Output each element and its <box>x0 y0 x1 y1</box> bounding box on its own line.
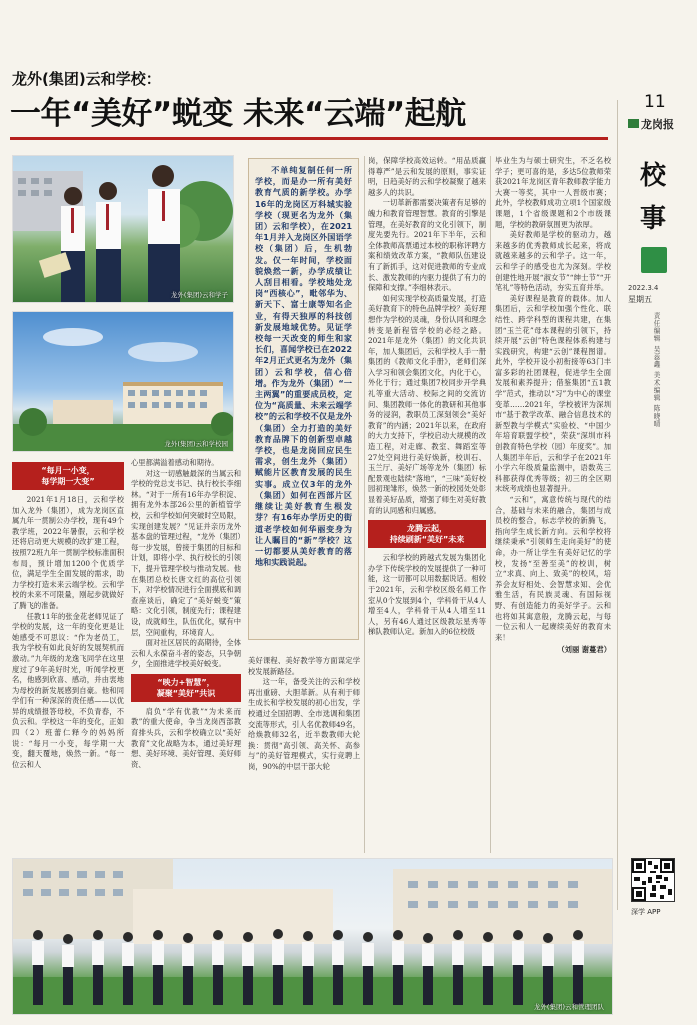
team-photo-caption: 龙外(集团)云和管理团队 <box>533 1003 604 1011</box>
paragraph: “云和”，寓意传统与现代的结合，基础与未来的融合，集团与成员校的整合，标志学校的新腾飞，指向学生成长新方向。云和学校将继续秉承“引领师生走向美好”的使命，办一所让学生有美好记忆的学校，发扬“至善至美”的校训，树立“求真、向上、致美”的校风，培养会友好相处、会智慧求知、会优雅生活，有民族灵魂、有国际视野、有创造能力的美好学子。云和也将如其寓意般，龙腾云起，与每一位云和人一起赓续美好的教育未来！ <box>495 495 611 642</box>
column-divider <box>364 156 365 853</box>
paragraph: 美好课程、美好教学等方面谋定学校发展新路径。 <box>248 656 360 676</box>
issue-date: 2022.3.4 <box>628 284 659 292</box>
campus-photo <box>12 311 234 452</box>
column-3 <box>248 656 360 853</box>
subhead-soft-power-line2: 凝聚“美好”共识 <box>156 688 216 698</box>
paragraph: 毕业生为与硕士研究生，不乏名校学子；更可喜的是，多达5位教师荣获2021年龙岗区青年教师教学能力大赛一等奖，其中一人晋级市赛；此外，学校教师成功立项1个国家级课题，1个省级课题和2个市级课题，学校的教研氛围更为浓厚。 <box>495 156 611 229</box>
paragraph: 这一年，备受关注的云和学校再出重磅、大胆革新。从有利于师生成长和学校发展的初心出发，学校通过全国招聘、全市选调和集团交流等形式，引人名优教师49名，给焕教师32名，近半数教师大轮换：贯彻“高引领、高关怀、高参与”的美好管理模式，实行竞聘上岗，90%的中层干部大轮 <box>248 677 360 771</box>
column-5 <box>495 156 611 853</box>
paragraph: 对这一切感触最深的当属云和学校的党总支书记、执行校长李细林。“对于一所有16年办学积淀、拥有龙外本部26公里的新植管学校，云和学校如何突破时空局限，实现创建发展？”见证并亲历龙外基本盘的管理过程，“龙外（集团）每一步发展，曾接于集团的目标和计划，即将小学、执行校长的引领下，提升管理学校与推动发展。他在集团总校长唐文红的高位引领下，对学校情况进行全面摸底和调查座谈后，确定了“美好蜕变”策略：文化引领，制度先行；课程建设，成就师生，队伍优化，赋有中层，空间重构，环境育人。 <box>131 468 241 637</box>
students-photo <box>12 155 234 303</box>
paragraph: 美好教师是学校的驱动力，越来越多的优秀教师成长起来，将成就越来越多的云和学子。这一年，云和学子的感受也尤为深刻。学校创建性地开展“淑女节”“绅士节”“开笔礼”等特色活动，夯实五育并举。 <box>495 230 611 293</box>
qr-code[interactable] <box>631 858 675 902</box>
intro-callout-text: 不单纯复制任何一所学校，而是办一所有美好教育气质的新学校。办学16年的龙岗区万科城实验学校（现更名为龙外（集团）云和学校），在2021年1月并入龙岗区外国语学校（集团）后，生机勃发。仅一年时间，学校面貌焕然一新，办学成绩让人刮目相看。学校地处龙岗“西核心”，毗邻华为、新天下、富士康等知名企业，有得天独厚的科技创新发展地域优势。见证学校每一天改变的师生和家长们，喜闻学校已在2022年2月正式更名为龙外（集团）云和学校，信心倍增。作为龙外（集团）“一主两翼”的重要成员校，定位为“高质量、未来云端学校”的云和学校不仅是龙外（集团）全力打造的美好教育品牌下的创新型卓越学校，也是龙岗回应民生需求，创生龙外（集团）赋能片区教育发展的民生实事。成立仅3年的龙外（集团）如何在西部片区继续让美好教育生根发芽？有16年办学历史的街道老学校如何华丽变身为让人瞩目的“新”学校？这一切都要从美好教育的落地和实践说起。 <box>255 165 352 568</box>
paragraph: 如何实现学校高质量发展，打造美好教育下的特色品牌学校？美好理想作为学校的灵魂，身份认同和理念转变是新程管学校的必经之路。2021年是龙外（集团）的文化共识年，加人集团后，云和学校人手一册集团的《教师文化手册》，老师们深入学习和领会集团文化，内化于心，外化于行；通过集团7校同步开学典礼等重大活动、校际之间的交流访问、集团教师一体化的教研和其他事务的浸润，教职员工深刻领会“美好教育”的内涵；2021年以来，在政府的大力支持下，学校启动大规模的改造工程，对走廊、教室、舞蹈室等27处空间进行美好焕新，校训石、玉兰厅、美好广场等龙外（集团）标配景观也陆续“落地”，“三味”美好校园初现雏形，焕然一新的校园处处彰显着美好品质，增强了师生对美好教育的认同感和归属感。 <box>368 293 486 515</box>
headline: 一年“美好”蜕变 未来“云端”起航 <box>10 96 466 132</box>
paragraph: 岗，保障学校高效运转。“用品质赢得尊严”是云和发展的原则，事实证明，日趋美好的云和学校凝聚了越来越多人的共识。 <box>368 156 486 197</box>
newspaper-logo <box>628 116 682 131</box>
logo-text: 龙岗报 <box>641 117 674 131</box>
campus-photo-caption: 龙外(集团)云和学校园 <box>164 440 228 448</box>
paragraph: 面对社区居民的高期待，全体云和人永葆奋斗者的姿态，只争朝夕，全面推进学校美好蜕变。 <box>131 638 241 669</box>
subhead-dragon-rising <box>368 520 486 548</box>
subhead-soft-power <box>131 674 241 702</box>
byline: （刘丽 谢蔓君） <box>557 645 611 655</box>
subhead-monthly-change <box>12 462 124 490</box>
team-photo <box>12 858 613 1015</box>
page-number: 11 <box>644 92 666 112</box>
paragraph: 心里都满溢着感动和期待。 <box>131 458 219 467</box>
header-kicker: 龙外(集团)云和学校： <box>12 70 161 88</box>
column-2 <box>131 458 241 853</box>
column-1 <box>12 458 124 853</box>
subhead-dragon-rising-line1: 龙腾云起， <box>407 524 447 534</box>
section-char-2: 事 <box>640 204 667 234</box>
students-photo-caption: 龙外(集团)云和学子 <box>170 291 228 299</box>
paragraph: 云和学校的跨越式发展为集团化办学下传统学校的发展提供了一种可能，这一切都可以用数据说话。相较于2021年，云和学校区级名师工作室从0个发展到4个，学科骨干从4人增至4人，学科骨干从4人增至11人，另有46人通过区级教坛星秀等梯队教师认定。新加入的6位校级 <box>368 553 486 637</box>
column-divider <box>490 156 491 853</box>
section-green-square-icon <box>641 247 667 273</box>
subhead-soft-power-line1: “映力+智慧”， <box>157 677 215 687</box>
paragraph: 2021年1月18日，云和学校加入龙外（集团），成为龙岗区直属九年一贯制公办学校，现有49个教学班，2022年暑假，云和学校还将启动更大规模的改扩建工程，按照72班九年一贯制学校标准面积布局，预计增加1200个优质学位，满足学生全面发展的需求，助力学校打造未来云端学校。云和学校的未来不可限量，刚起步就做好了腾飞的准备。 <box>12 495 124 610</box>
section-char-1: 校 <box>640 161 667 191</box>
column-4 <box>368 156 486 853</box>
subhead-monthly-change-line1: “每月一小变， <box>41 466 95 475</box>
intro-callout <box>248 158 359 640</box>
app-label: 深学 APP <box>631 908 661 916</box>
paragraph: 美好课程是教育的载体。加人集团后，云和学校加强个性化、联结性、跨学科型的课程共建，在集团“玉兰花”母本课程的引领下，持续开展“云创”特色课程体系构建与实践研究，构建“云创”课程图谱。此外，学校开设小初衔接等63门丰富多彩的社团课程，促进学生全面发展和素养提升；借鉴集团“五1教学”范式，推动以“习”为中心的课堂变革……2021年，学校被评为深圳市“基于教学改革、融合信息技术的新型教与学模式”实验校、“中国少年培育联盟学校”，荣获“深圳市科创教育特色学校（园）年度奖”。加人集团半年后，云和学子在2021年小学六年级质量监测中，语数英三科都获得优秀等级；初三的全区期末统考成绩也显著提升。 <box>495 293 611 494</box>
subhead-dragon-rising-line2: 持续刷新“美好”未来 <box>389 535 465 545</box>
column-divider <box>617 100 618 910</box>
issue-weekday: 星期五 <box>628 295 652 304</box>
paragraph: 任教11年的张金花老师见证了学校的发展，这一年的变化更是让她感受不可思议：“作为老员工，我为学校有如此良好的发展契机而激动。”九年级的龙逸飞同学在这里度过了9年美好时光，听闻学校更名，他感到欣喜、感动，并由衷地为母校的新发展感到自豪。他和同学们有一种深深的责任感——以优异的成绩报答母校，不负青春，不负云和。学校这一年的变化，正如四（2）班蕾仁释今的妈妈所说：“每月一小变，每学期一大变，翻天覆地，焕然一新。“每一位云和人 <box>12 611 124 769</box>
subhead-monthly-change-line2: 每学期一大变” <box>41 477 95 486</box>
headline-rule <box>10 137 608 140</box>
paragraph: 一切革新都需要决策者有足够的魄力和教育管理智慧。教育的引擎是管理，在美好教育的文化引领下，制度先要先行。2021年下半年，云和全体教师高票通过本校的职称评聘方案和绩效改革方案，“教师队伍建设有了新抓手，这对促进教师的专业成长、激发教师的内驱力提供了有力的保障和支撑。”李细林表示。 <box>368 198 486 293</box>
logo-badge-icon <box>628 119 639 128</box>
paragraph: 肩负“学有优教”“为未来而教”的重大使命，争当龙岗西部教育排头兵，云和学校确立以“美好教育”文化战略为本，通过美好理想、美好环境、美好管理、美好师资、 <box>131 706 241 769</box>
editor-credits: 责任编辑 吴蕊鑫 美术编辑 陈晓晴 <box>652 312 660 428</box>
